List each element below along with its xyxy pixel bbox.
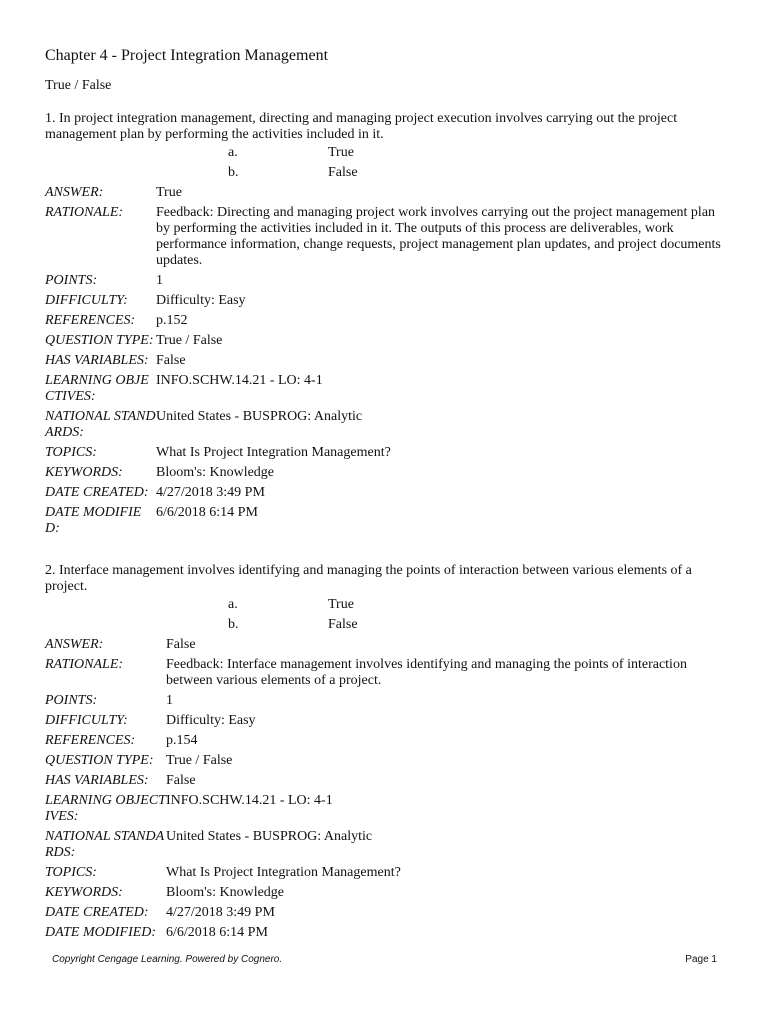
- date-modified-label: DATE MODIFIED:: [45, 505, 142, 536]
- date-created-value: 4/27/2018 3:49 PM: [156, 485, 265, 500]
- points-value: 1: [166, 693, 173, 708]
- topics-row: [45, 445, 721, 461]
- national-standards-label: NATIONAL STANDARDS:: [45, 829, 165, 860]
- rationale-row: [45, 205, 721, 269]
- keywords-label: KEYWORDS:: [45, 885, 123, 900]
- points-row: [45, 693, 721, 709]
- chapter-title: Chapter 4 - Project Integration Management: [45, 47, 329, 64]
- question-type-value: True / False: [166, 753, 233, 768]
- has-variables-label: HAS VARIABLES:: [45, 773, 149, 788]
- rationale-value: Feedback: Directing and managing project work involves carrying out the project management plan by performing the activities included in it. The outputs of this process are deliverables, work performance information, change requests, project management plan updates, and project documents updates.: [156, 205, 721, 268]
- national-standards-row: [45, 829, 721, 861]
- date-created-row: [45, 905, 721, 921]
- difficulty-row: [45, 713, 721, 729]
- difficulty-value: Difficulty: Easy: [166, 713, 256, 728]
- question-2: [45, 563, 721, 945]
- learning-objectives-label: LEARNING OBJECTIVES:: [45, 793, 166, 824]
- references-value: p.154: [166, 733, 198, 748]
- national-standards-value: United States - BUSPROG: Analytic: [166, 829, 373, 844]
- has-variables-label: HAS VARIABLES:: [45, 353, 149, 368]
- date-modified-label: DATE MODIFIED:: [45, 925, 157, 940]
- section-heading: True / False: [45, 78, 112, 93]
- option-text: True: [328, 597, 354, 612]
- learning-objectives-row: [45, 793, 721, 825]
- points-row: [45, 273, 721, 289]
- question-type-label: QUESTION TYPE:: [45, 753, 154, 768]
- points-label: POINTS:: [45, 693, 98, 708]
- question-type-label: QUESTION TYPE:: [45, 333, 154, 348]
- date-modified-row: [45, 925, 721, 941]
- national-standards-label: NATIONAL STANDARDS:: [45, 409, 156, 440]
- answer-value: True: [156, 185, 182, 200]
- rationale-label: RATIONALE:: [45, 657, 124, 672]
- option-text: False: [328, 617, 358, 632]
- option-letter: b.: [228, 617, 239, 632]
- points-value: 1: [156, 273, 163, 288]
- difficulty-label: DIFFICULTY:: [45, 293, 128, 308]
- topics-label: TOPICS:: [45, 445, 97, 460]
- date-created-value: 4/27/2018 3:49 PM: [166, 905, 275, 920]
- date-modified-value: 6/6/2018 6:14 PM: [166, 925, 268, 940]
- question-stem: 1. In project integration management, directing and managing project execution involves carrying out the project management plan by performing the activities included in it.: [45, 111, 678, 142]
- has-variables-value: False: [166, 773, 196, 788]
- rationale-label: RATIONALE:: [45, 205, 124, 220]
- date-created-label: DATE CREATED:: [45, 905, 149, 920]
- national-standards-value: United States - BUSPROG: Analytic: [156, 409, 363, 424]
- has-variables-row: [45, 353, 721, 369]
- question-1: [45, 111, 721, 541]
- option-text: False: [328, 165, 358, 180]
- answer-row: [45, 637, 721, 653]
- answer-label: ANSWER:: [45, 637, 104, 652]
- option-b: [45, 617, 721, 637]
- date-modified-value: 6/6/2018 6:14 PM: [156, 505, 258, 520]
- option-letter: b.: [228, 165, 239, 180]
- has-variables-value: False: [156, 353, 186, 368]
- learning-objectives-row: [45, 373, 721, 405]
- question-type-value: True / False: [156, 333, 223, 348]
- national-standards-row: [45, 409, 721, 441]
- points-label: POINTS:: [45, 273, 98, 288]
- option-letter: a.: [228, 145, 238, 160]
- page-number: Page 1: [685, 954, 717, 965]
- keywords-label: KEYWORDS:: [45, 465, 123, 480]
- option-letter: a.: [228, 597, 238, 612]
- topics-value: What Is Project Integration Management?: [156, 445, 391, 460]
- references-value: p.152: [156, 313, 188, 328]
- difficulty-label: DIFFICULTY:: [45, 713, 128, 728]
- keywords-row: [45, 885, 721, 901]
- topics-row: [45, 865, 721, 881]
- keywords-value: Bloom's: Knowledge: [166, 885, 285, 900]
- copyright-text: Copyright Cengage Learning. Powered by Cognero.: [52, 954, 283, 965]
- topics-label: TOPICS:: [45, 865, 97, 880]
- answer-label: ANSWER:: [45, 185, 104, 200]
- date-created-row: [45, 485, 721, 501]
- difficulty-value: Difficulty: Easy: [156, 293, 246, 308]
- references-label: REFERENCES:: [45, 313, 136, 328]
- references-row: [45, 313, 721, 329]
- references-row: [45, 733, 721, 749]
- option-b: [45, 165, 721, 185]
- question-type-row: [45, 333, 721, 349]
- answer-value: False: [166, 637, 196, 652]
- question-type-row: [45, 753, 721, 769]
- difficulty-row: [45, 293, 721, 309]
- rationale-row: [45, 657, 721, 689]
- topics-value: What Is Project Integration Management?: [166, 865, 401, 880]
- learning-objectives-value: INFO.SCHW.14.21 - LO: 4-1: [156, 373, 323, 388]
- option-text: True: [328, 145, 354, 160]
- rationale-value: Feedback: Interface management involves identifying and managing the points of interaction between various elements of a project.: [166, 657, 687, 688]
- keywords-row: [45, 465, 721, 481]
- references-label: REFERENCES:: [45, 733, 136, 748]
- keywords-value: Bloom's: Knowledge: [156, 465, 275, 480]
- date-modified-row: [45, 505, 721, 537]
- date-created-label: DATE CREATED:: [45, 485, 149, 500]
- learning-objectives-label: LEARNING OBJECTIVES:: [45, 373, 149, 404]
- has-variables-row: [45, 773, 721, 789]
- option-a: [45, 145, 721, 165]
- question-stem: 2. Interface management involves identifying and managing the points of interaction between various elements of a project.: [45, 563, 692, 594]
- answer-row: [45, 185, 721, 201]
- learning-objectives-value: INFO.SCHW.14.21 - LO: 4-1: [166, 793, 333, 808]
- option-a: [45, 597, 721, 617]
